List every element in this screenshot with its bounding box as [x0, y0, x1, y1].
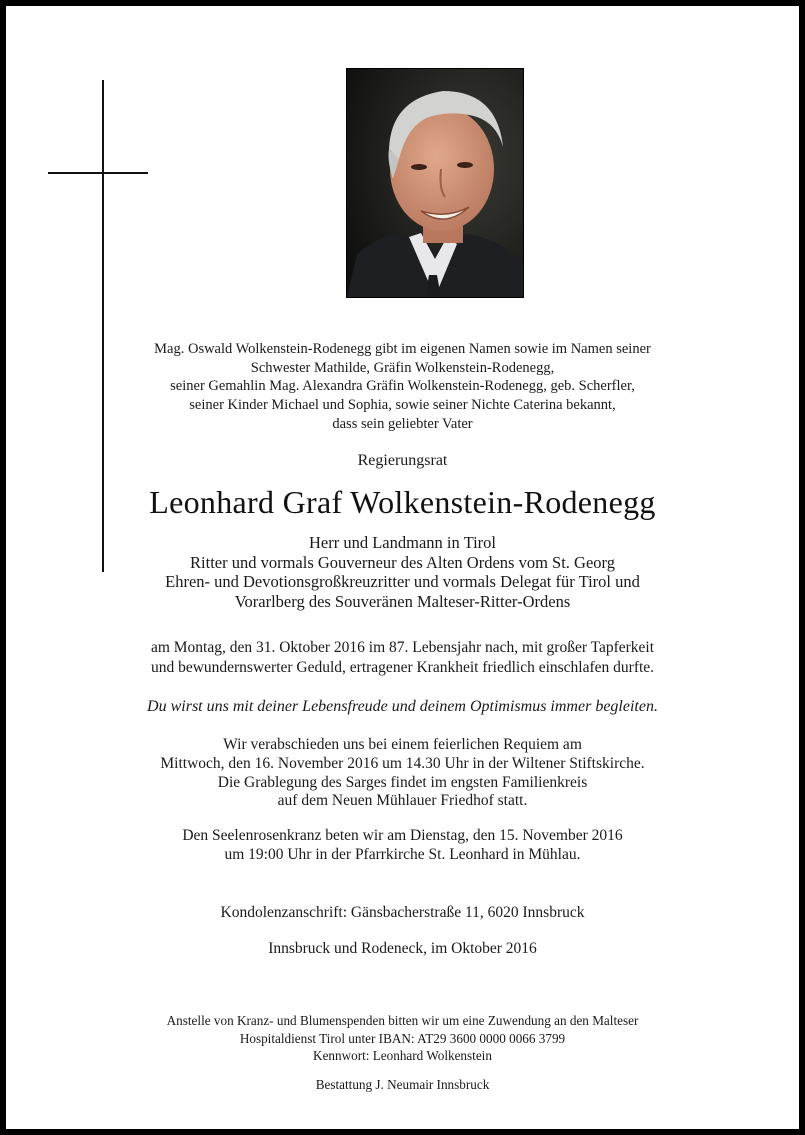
deceased-honorific: Regierungsrat — [357, 452, 448, 469]
deceased-titles — [6, 533, 799, 611]
funeral-line: auf dem Neuen Mühlauer Friedhof statt. — [277, 792, 528, 810]
donation-line: Anstelle von Kranz- und Blumenspenden bitten wir um eine Zuwendung an den Malteser — [166, 1013, 639, 1028]
title-line: Ehren- und Devotionsgroßkreuzritter und vormals Delegat für Tirol und — [165, 572, 640, 591]
funeral-line: Wir verabschieden uns bei einem feierlichen Requiem am — [223, 736, 582, 753]
title-line: Herr und Landmann in Tirol — [309, 533, 496, 552]
condolence-address: Kondolenzanschrift: Gänsbacherstraße 11, 6020 Innsbruck — [220, 904, 585, 921]
memorial-quote: Du wirst uns mit deiner Lebensfreude und deinem Optimismus immer begleiten. — [147, 698, 658, 715]
rosary-details — [6, 827, 799, 865]
title-line: Ritter und vormals Gouverneur des Alten Ordens vom St. Georg — [190, 552, 615, 572]
intro-line: seiner Kinder Michael und Sophia, sowie seiner Nichte Caterina bekannt, — [189, 397, 616, 414]
funeral-details — [6, 736, 799, 811]
donation-line: Kennwort: Leonhard Wolkenstein — [313, 1048, 492, 1063]
title-line: Vorarlberg des Souveränen Malteser-Ritter-Ordens — [234, 591, 571, 611]
rosary-line: um 19:00 Uhr in der Pfarrkirche St. Leonhard in Mühlau. — [224, 845, 581, 863]
funeral-line: Die Grablegung des Sarges findet im engsten Familienkreis — [217, 773, 588, 791]
deceased-name: Leonhard Graf Wolkenstein-Rodenegg — [149, 484, 656, 520]
donation-line: Hospitaldienst Tirol unter IBAN: AT29 3600 0000 0066 3799 — [239, 1030, 566, 1046]
portrait-illustration — [347, 69, 523, 297]
family-announcement — [6, 340, 799, 434]
intro-line: seiner Gemahlin Mag. Alexandra Gräfin Wolkenstein-Rodenegg, geb. Scherfler, — [170, 378, 635, 395]
funeral-line: Mittwoch, den 16. November 2016 um 14.30 Uhr in der Wiltener Stiftskirche. — [160, 754, 645, 772]
donation-request — [6, 1012, 799, 1065]
place-and-date: Innsbruck und Rodeneck, im Oktober 2016 — [268, 940, 537, 957]
passing-line: am Montag, den 31. Oktober 2016 im 87. Lebensjahr nach, mit großer Tapferkeit — [150, 639, 655, 656]
intro-line: Schwester Mathilde, Gräfin Wolkenstein-Rodenegg, — [250, 359, 555, 376]
intro-line: dass sein geliebter Vater — [332, 415, 473, 432]
passing-line: und bewundernswerter Geduld, ertragener Krankheit friedlich einschlafen durfte. — [150, 658, 655, 676]
cross-horizontal-bar — [48, 172, 148, 174]
rosary-line: Den Seelenrosenkranz beten wir am Dienstag, den 15. November 2016 — [182, 827, 623, 844]
portrait-photo — [346, 68, 524, 298]
intro-line: Mag. Oswald Wolkenstein-Rodenegg gibt im eigenen Namen sowie im Namen seiner — [154, 341, 651, 357]
undertaker: Bestattung J. Neumair Innsbruck — [315, 1077, 490, 1092]
passing-statement — [6, 638, 799, 677]
